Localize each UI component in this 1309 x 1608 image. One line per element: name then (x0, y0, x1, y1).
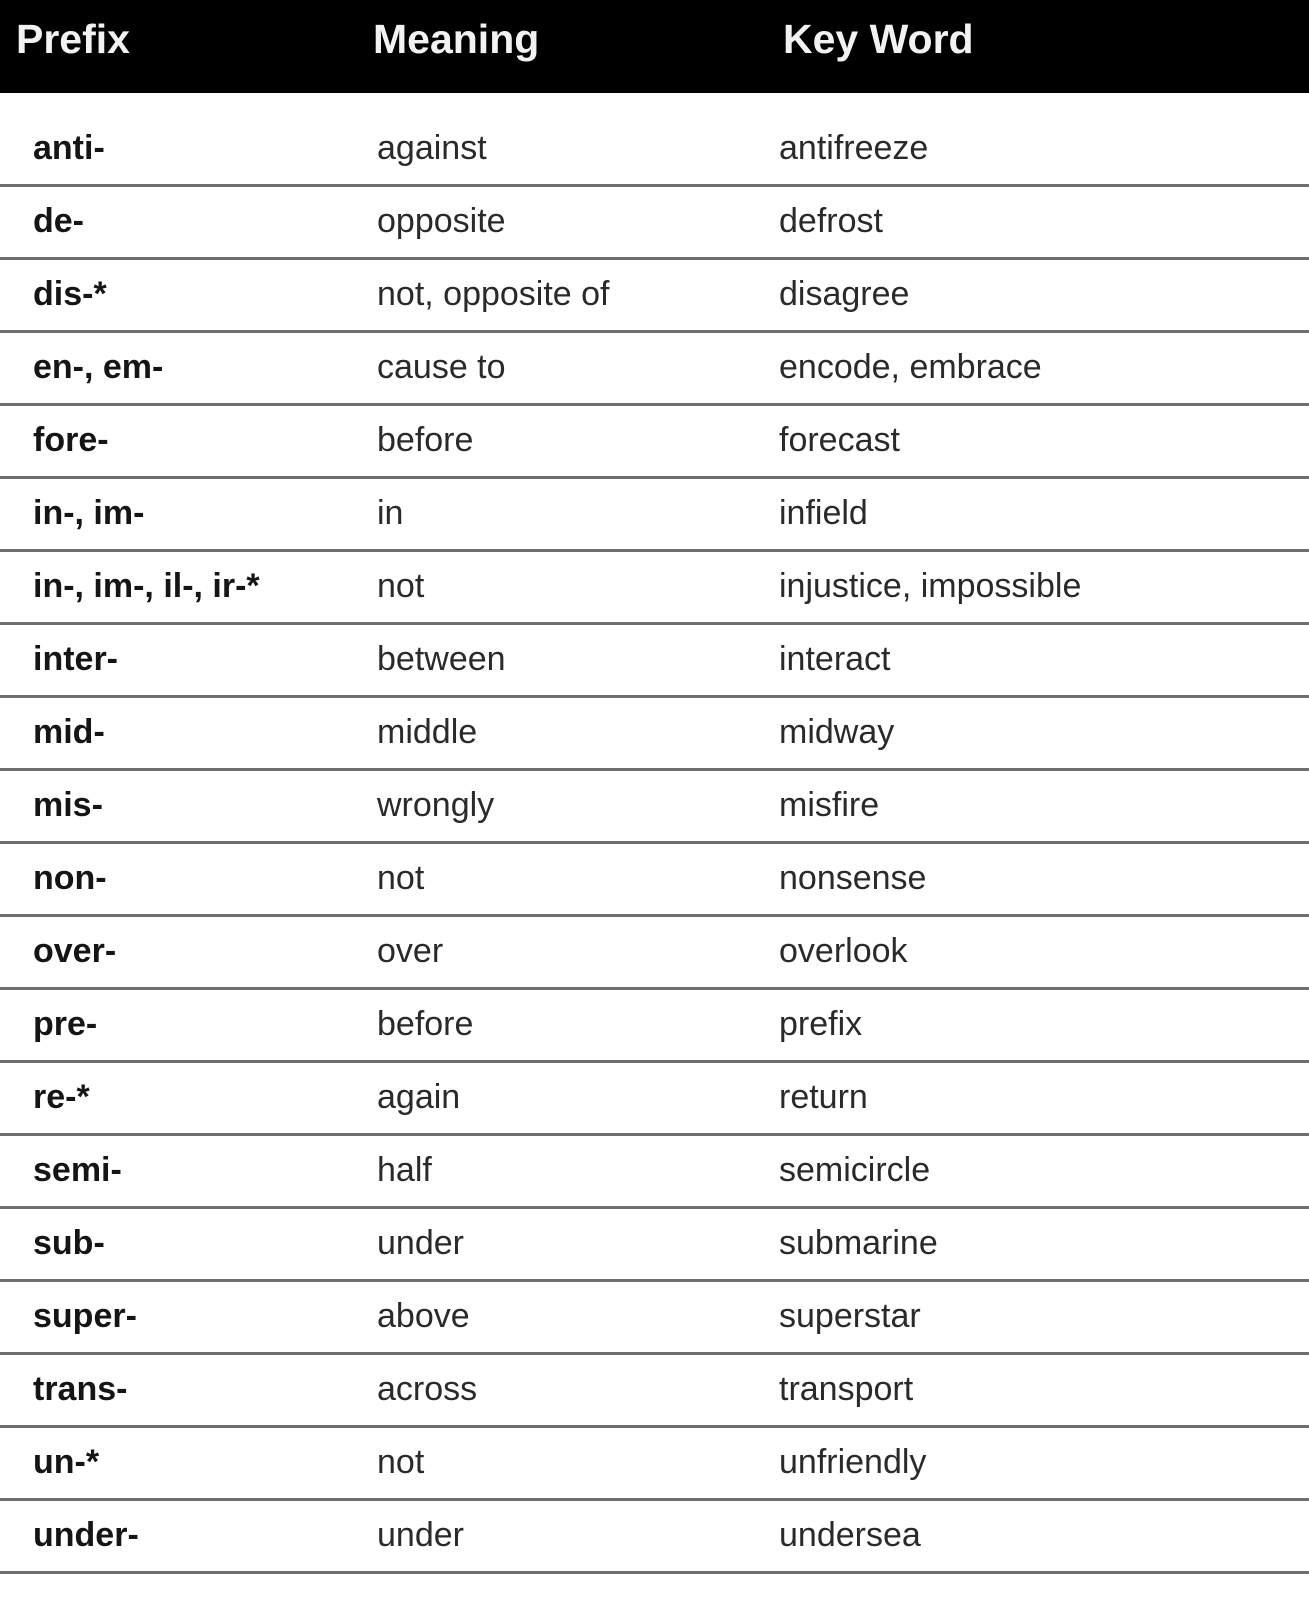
table-row (0, 1282, 1309, 1355)
prefix-cell: mid- (33, 713, 105, 751)
key-word-cell: nonsense (779, 859, 927, 897)
prefix-cell: under- (33, 1516, 139, 1554)
prefix-cell: non- (33, 859, 107, 897)
table-row (0, 333, 1309, 406)
key-word-cell: semicircle (779, 1151, 931, 1189)
meaning-cell: half (377, 1151, 432, 1189)
table-row (0, 625, 1309, 698)
prefix-cell: anti- (33, 129, 105, 167)
table-row (0, 917, 1309, 990)
meaning-cell: over (377, 932, 444, 970)
prefix-cell: in-, im- (33, 494, 145, 532)
table-row (0, 1428, 1309, 1501)
key-word-cell: undersea (779, 1516, 921, 1554)
key-word-cell: misfire (779, 786, 880, 824)
prefix-cell: pre- (33, 1005, 98, 1043)
table-row (0, 990, 1309, 1063)
key-word-cell: overlook (779, 932, 908, 970)
table-row (0, 698, 1309, 771)
key-word-cell: forecast (779, 421, 900, 459)
table-body (0, 93, 1309, 1574)
meaning-cell: not (377, 1443, 425, 1481)
meaning-cell: opposite (377, 202, 506, 240)
key-word-cell: defrost (779, 202, 883, 240)
key-word-cell: midway (779, 713, 895, 751)
table-row (0, 1209, 1309, 1282)
prefix-cell: semi- (33, 1151, 122, 1189)
key-word-cell: interact (779, 640, 891, 678)
meaning-cell: between (377, 640, 506, 678)
table-row (0, 187, 1309, 260)
table-row (0, 1355, 1309, 1428)
table-row (0, 771, 1309, 844)
table-row (0, 1136, 1309, 1209)
meaning-cell: middle (377, 713, 478, 751)
key-word-cell: encode, embrace (779, 348, 1042, 386)
meaning-cell: in (377, 494, 404, 532)
table-row (0, 844, 1309, 917)
meaning-cell: under (377, 1224, 464, 1262)
prefix-cell: in-, im-, il-, ir-* (33, 567, 260, 605)
meaning-cell: above (377, 1297, 470, 1335)
meaning-cell: again (377, 1078, 461, 1116)
prefix-cell: re-* (33, 1078, 90, 1116)
prefix-cell: dis-* (33, 275, 107, 313)
table-row (0, 1063, 1309, 1136)
meaning-cell: not, opposite of (377, 275, 610, 313)
meaning-cell: across (377, 1370, 478, 1408)
key-word-cell: transport (779, 1370, 914, 1408)
key-word-cell: prefix (779, 1005, 863, 1043)
prefix-cell: fore- (33, 421, 109, 459)
table-row (0, 479, 1309, 552)
prefix-cell: over- (33, 932, 117, 970)
meaning-cell: not (377, 567, 425, 605)
meaning-cell: under (377, 1516, 464, 1554)
table-row (0, 93, 1309, 187)
key-word-cell: infield (779, 494, 868, 532)
table-row (0, 1501, 1309, 1574)
key-word-cell: return (779, 1078, 868, 1116)
table-header (0, 0, 1309, 93)
key-word-cell: injustice, impossible (779, 567, 1082, 605)
key-word-cell: disagree (779, 275, 910, 313)
table-row (0, 552, 1309, 625)
prefix-cell: super- (33, 1297, 137, 1335)
prefix-cell: en-, em- (33, 348, 164, 386)
key-word-cell: superstar (779, 1297, 921, 1335)
header-prefix: Prefix (16, 16, 130, 62)
header-key-word: Key Word (783, 16, 974, 62)
table-row (0, 406, 1309, 479)
header-meaning: Meaning (373, 16, 540, 62)
meaning-cell: not (377, 859, 425, 897)
key-word-cell: submarine (779, 1224, 938, 1262)
prefix-cell: sub- (33, 1224, 105, 1262)
meaning-cell: before (377, 1005, 474, 1043)
meaning-cell: before (377, 421, 474, 459)
table-row (0, 260, 1309, 333)
key-word-cell: unfriendly (779, 1443, 927, 1481)
meaning-cell: wrongly (377, 786, 495, 824)
prefix-cell: mis- (33, 786, 103, 824)
prefix-cell: trans- (33, 1370, 128, 1408)
prefix-cell: de- (33, 202, 84, 240)
key-word-cell: antifreeze (779, 129, 929, 167)
prefix-cell: inter- (33, 640, 118, 678)
meaning-cell: against (377, 129, 487, 167)
meaning-cell: cause to (377, 348, 506, 386)
prefix-cell: un-* (33, 1443, 100, 1481)
